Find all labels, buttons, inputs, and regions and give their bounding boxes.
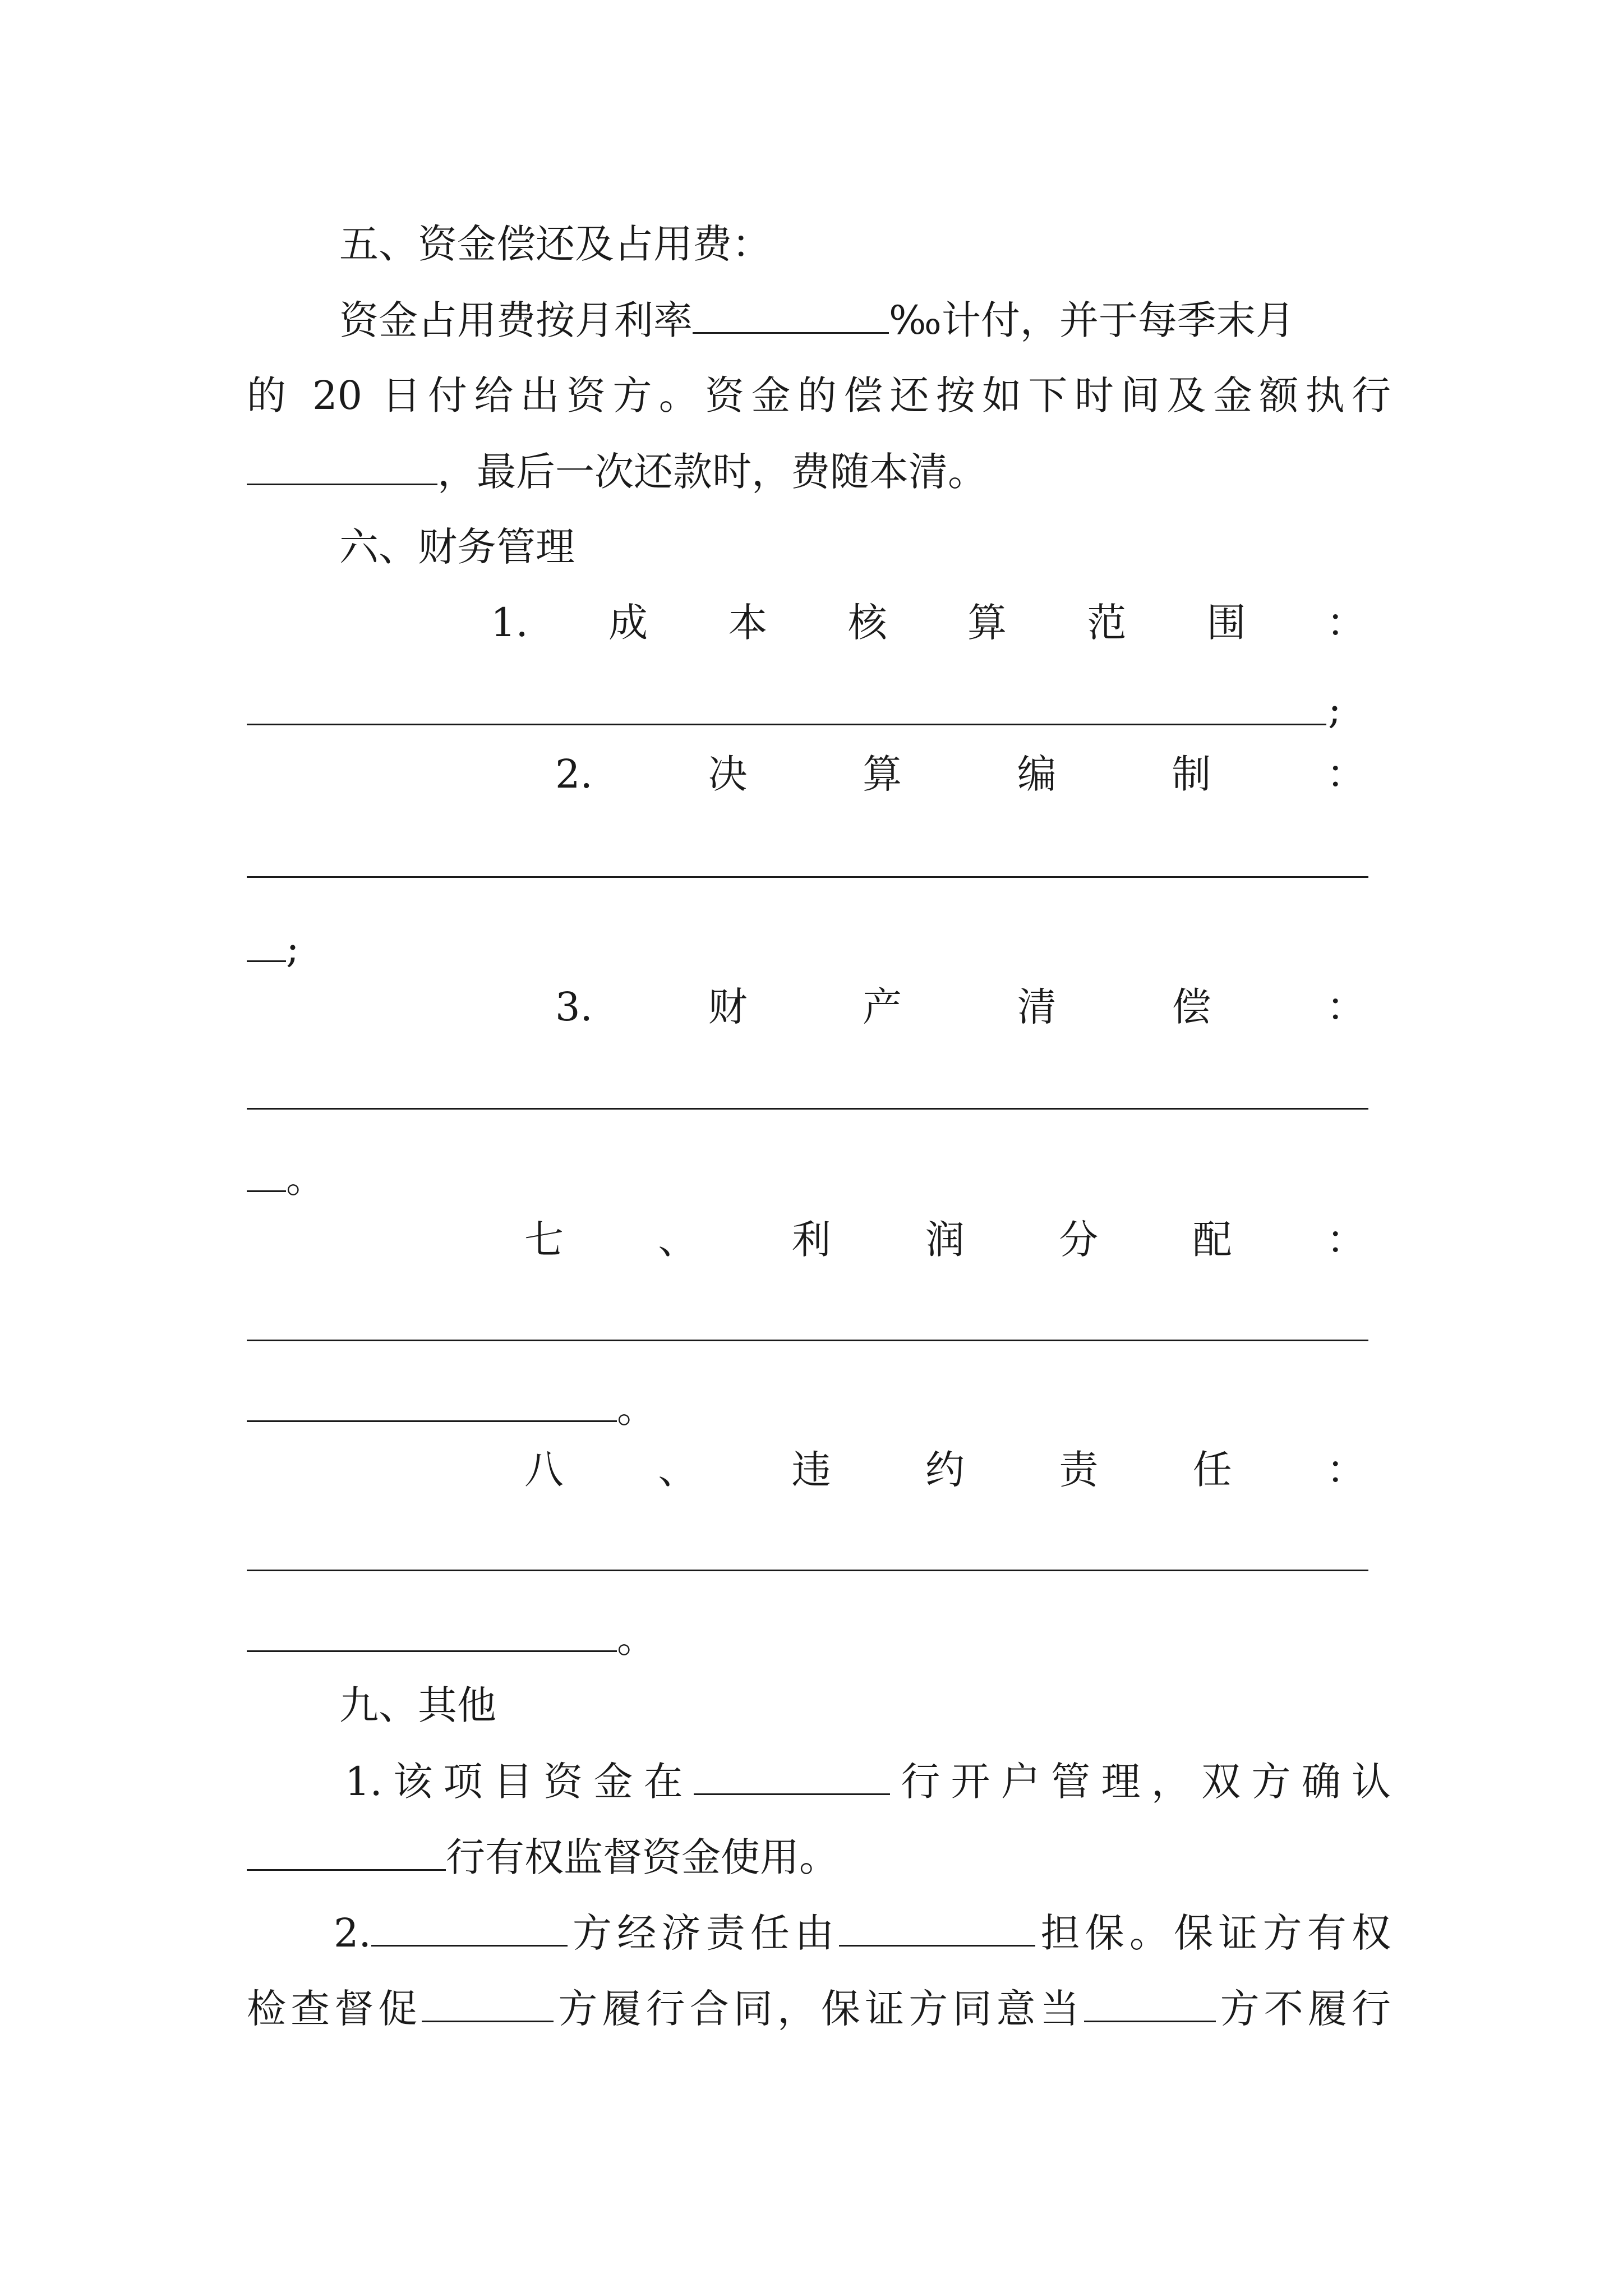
label-char: 利 (791, 1217, 831, 1263)
section-7-tail: 。 (617, 1386, 656, 1432)
label-char: 围 (1206, 600, 1246, 646)
item-9-1-line-2 (247, 1829, 1391, 1885)
text: 2. (334, 1910, 371, 1956)
item-6-3-label (555, 979, 1366, 1035)
final-accounts-blank-line-2[interactable] (247, 920, 286, 962)
guarantor-blank[interactable] (839, 1904, 1035, 1947)
party-blank[interactable] (371, 1904, 568, 1947)
label-colon: ： (1326, 600, 1366, 646)
label-char: 七 (524, 1217, 564, 1263)
breach-liability-blank-line-2[interactable] (247, 1610, 617, 1652)
label-char: 算 (967, 600, 1007, 646)
label-char: 核 (847, 600, 887, 646)
item-6-1-tail: ; (1328, 687, 1341, 733)
section-6-heading: 六、财务管理 (339, 524, 575, 570)
text: 检查督促 (247, 1986, 422, 2032)
item-6-3-tail: 。 (286, 1156, 325, 1202)
item-6-1-label (491, 595, 1366, 651)
label-char: 编 (1017, 751, 1057, 797)
item-6-2-label (555, 746, 1366, 802)
performing-party-blank[interactable] (422, 1980, 554, 2022)
label-char: 本 (728, 600, 768, 646)
item-number: 1. (491, 600, 528, 646)
label-char: 、 (658, 1217, 698, 1263)
section-7-heading (524, 1212, 1366, 1268)
section-5-line-1 (339, 292, 1391, 348)
text: ，最后一次还款时，费随本清。 (437, 449, 987, 495)
label-char: 润 (925, 1217, 965, 1263)
item-6-3-line-2 (247, 1150, 1391, 1206)
label-char: 分 (1059, 1217, 1099, 1263)
section-9-heading: 九、其他 (339, 1682, 496, 1728)
label-char: 制 (1172, 751, 1211, 797)
item-9-1-line-1 (345, 1753, 1391, 1809)
profit-distribution-blank-line-1[interactable] (247, 1340, 1368, 1341)
section-5-line-2: 的 20 日付给出资方。资金的偿还按如下时间及金额执行 (247, 372, 1391, 418)
label-char: 偿 (1172, 984, 1211, 1030)
item-6-2-line-2 (247, 920, 1391, 976)
label-colon: ： (1326, 1217, 1366, 1263)
property-liquidation-blank-line-2[interactable] (247, 1150, 286, 1192)
label-char: 财 (708, 984, 748, 1030)
label-colon: ： (1326, 751, 1366, 797)
label-char: 算 (863, 751, 902, 797)
section-5-line-3 (247, 443, 1391, 499)
item-6-2-tail: ; (286, 926, 299, 972)
label-char: 违 (791, 1447, 831, 1493)
breach-liability-blank-line-1[interactable] (247, 1570, 1368, 1571)
item-number: 2. (555, 751, 593, 797)
section-7-line-2 (247, 1380, 1391, 1436)
label-colon: ： (1326, 984, 1366, 1030)
text: 资金占用费按月利率 (339, 297, 693, 343)
label-char: 配 (1192, 1217, 1232, 1263)
section-5-heading: 五、资金偿还及占用费： (339, 221, 771, 267)
text: ‰计付，并于每季末月 (889, 297, 1295, 343)
item-9-2-line-2 (247, 1980, 1391, 2036)
text: 方经济责任由 (567, 1910, 840, 1956)
item-number: 3. (555, 984, 593, 1030)
bank-name-blank[interactable] (694, 1753, 890, 1795)
label-char: 八 (524, 1447, 564, 1493)
cost-accounting-blank[interactable] (247, 724, 1326, 725)
label-char: 清 (1017, 984, 1057, 1030)
section-8-heading (524, 1442, 1366, 1498)
text: 担保。保证方有权 (1035, 1910, 1391, 1956)
label-char: 范 (1087, 600, 1127, 646)
supervising-bank-blank[interactable] (247, 1829, 446, 1871)
final-accounts-blank-line-1[interactable] (247, 876, 1368, 878)
label-char: 任 (1192, 1447, 1232, 1493)
defaulting-party-blank[interactable] (1084, 1980, 1216, 2022)
repayment-schedule-blank[interactable] (247, 443, 437, 485)
label-char: 产 (863, 984, 902, 1030)
text: 方履行合同，保证方同意当 (554, 1986, 1084, 2032)
text: 方不履行 (1215, 1986, 1391, 2032)
text: 行有权监督资金使用。 (446, 1834, 838, 1880)
text: 1.该项目资金在 (345, 1759, 694, 1805)
text: 行开户管理，双方确认 (889, 1759, 1391, 1805)
profit-distribution-blank-line-2[interactable] (247, 1380, 617, 1422)
label-char: 、 (658, 1447, 698, 1493)
label-char: 责 (1059, 1447, 1099, 1493)
label-char: 决 (708, 751, 748, 797)
label-char: 成 (608, 600, 648, 646)
item-9-2-line-1 (334, 1904, 1391, 1961)
property-liquidation-blank-line-1[interactable] (247, 1108, 1368, 1110)
label-char: 约 (925, 1447, 965, 1493)
section-8-tail: 。 (617, 1616, 656, 1662)
section-8-line-2 (247, 1610, 1391, 1666)
monthly-rate-blank[interactable] (693, 292, 889, 334)
label-colon: ： (1326, 1447, 1366, 1493)
